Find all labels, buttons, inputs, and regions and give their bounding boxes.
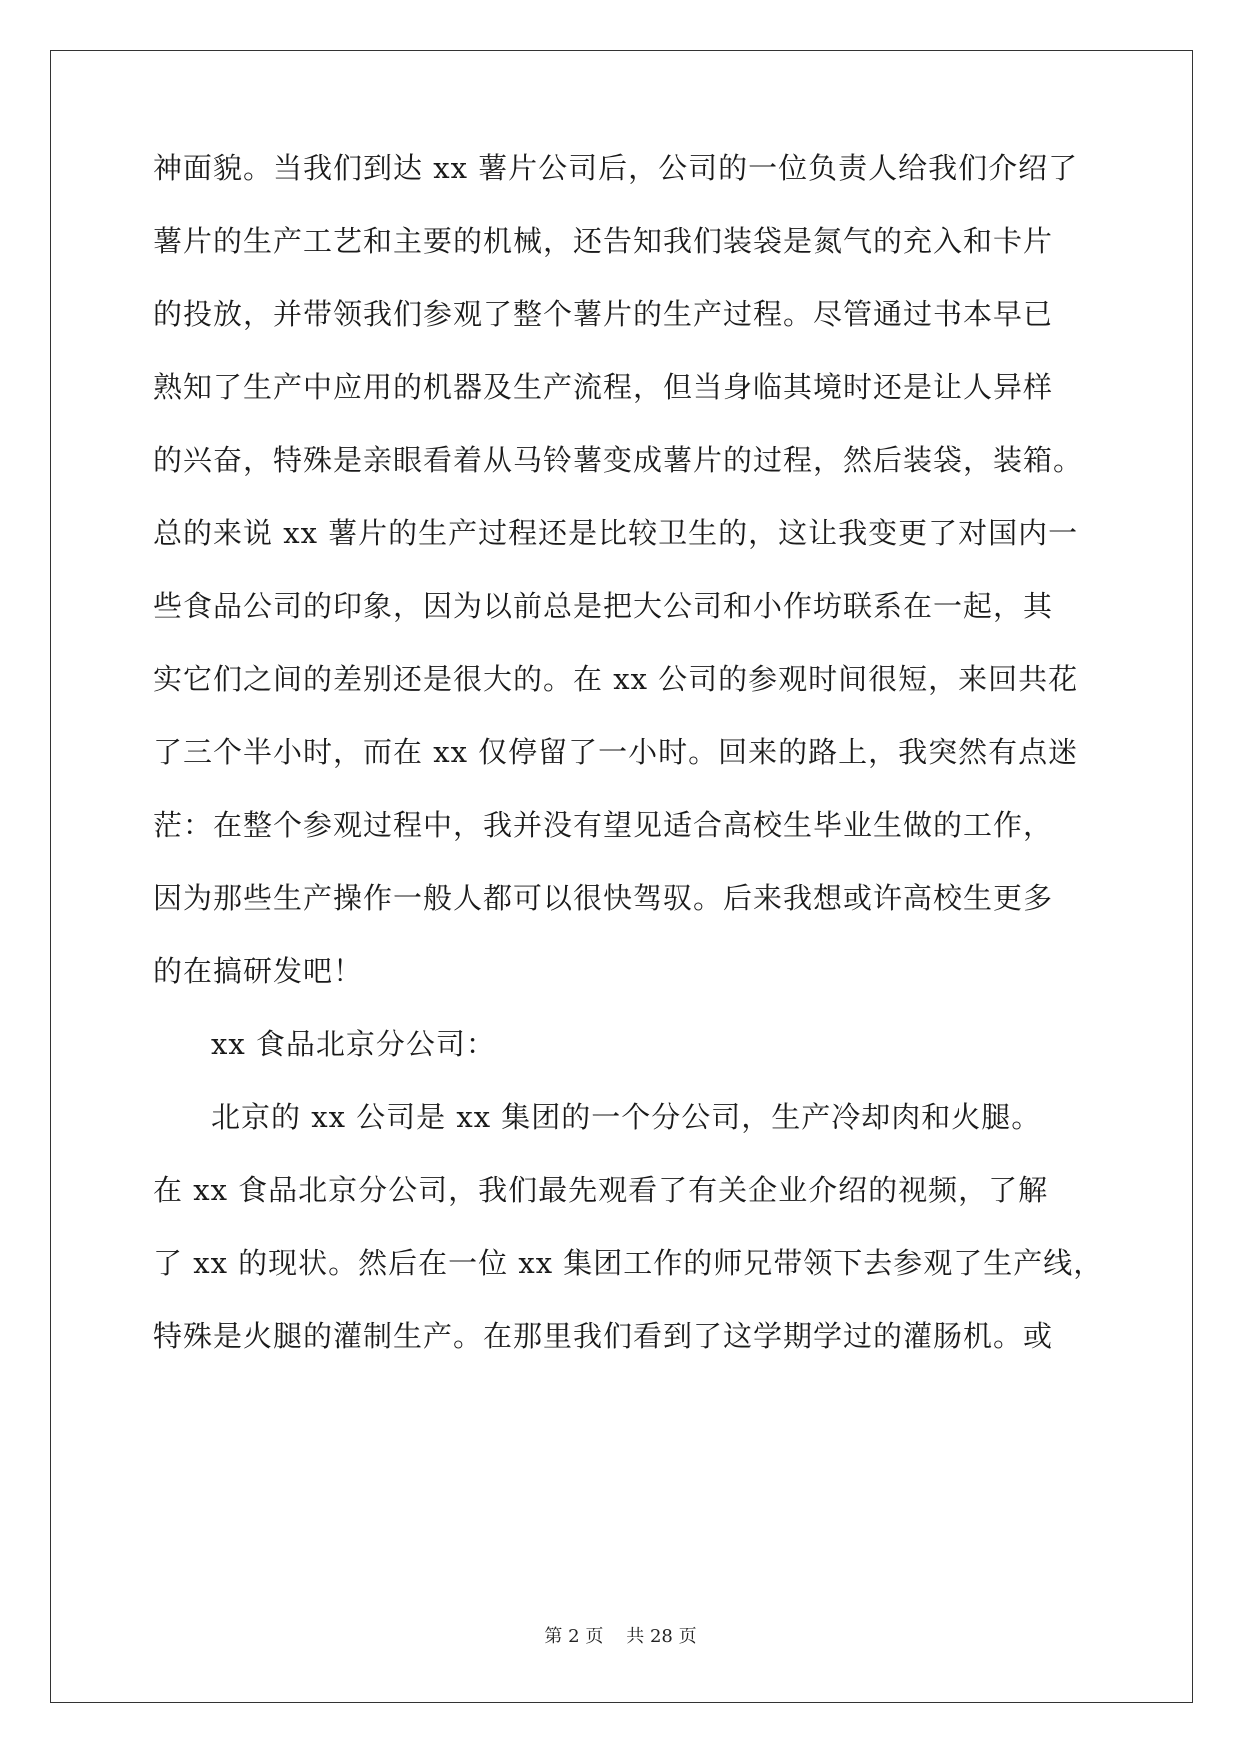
page-total: 共 28 页: [626, 1626, 697, 1647]
text-line: 些食品公司的印象，因为以前总是把大公司和小作坊联系在一起，其: [153, 589, 1054, 623]
text-line: 了三个半小时，而在 xx 仅停留了一小时。回来的路上，我突然有点迷: [153, 735, 1079, 769]
text-line: 了 xx 的现状。然后在一位 xx 集团工作的师兄带领下去参观了生产线，: [153, 1246, 1104, 1280]
text-line: 在 xx 食品北京分公司，我们最先观看了有关企业介绍的视频，了解: [153, 1173, 1049, 1207]
text-line: 实它们之间的差别还是很大的。在 xx 公司的参观时间很短，来回共花: [153, 662, 1079, 696]
text-line: 神面貌。当我们到达 xx 薯片公司后，公司的一位负责人给我们介绍了: [153, 151, 1079, 185]
text-line: 茫：在整个参观过程中，我并没有望见适合高校生毕业生做的工作，: [153, 808, 1054, 842]
text-line: 因为那些生产操作一般人都可以很快驾驭。后来我想或许高校生更多: [153, 881, 1054, 915]
text-line: 的在搞研发吧！: [153, 954, 364, 988]
text-line: 特殊是火腿的灌制生产。在那里我们看到了这学期学过的灌肠机。或: [153, 1319, 1054, 1353]
text-line: 的兴奋，特殊是亲眼看着从马铃薯变成薯片的过程，然后装袋，装箱。: [153, 443, 1084, 477]
text-line: 北京的 xx 公司是 xx 集团的一个分公司，生产冷却肉和火腿。: [211, 1100, 1042, 1134]
text-line: 薯片的生产工艺和主要的机械，还告知我们装袋是氮气的充入和卡片: [153, 224, 1054, 258]
section-heading: xx 食品北京分公司：: [211, 1027, 496, 1061]
text-line: 的投放，并带领我们参观了整个薯片的生产过程。尽管通过书本早已: [153, 297, 1054, 331]
text-line: 总的来说 xx 薯片的生产过程还是比较卫生的，这让我变更了对国内一: [153, 516, 1079, 550]
text-line: 熟知了生产中应用的机器及生产流程，但当身临其境时还是让人异样: [153, 370, 1054, 404]
page-number: 第 2 页: [544, 1626, 604, 1647]
page-footer: [0, 1626, 1241, 1648]
